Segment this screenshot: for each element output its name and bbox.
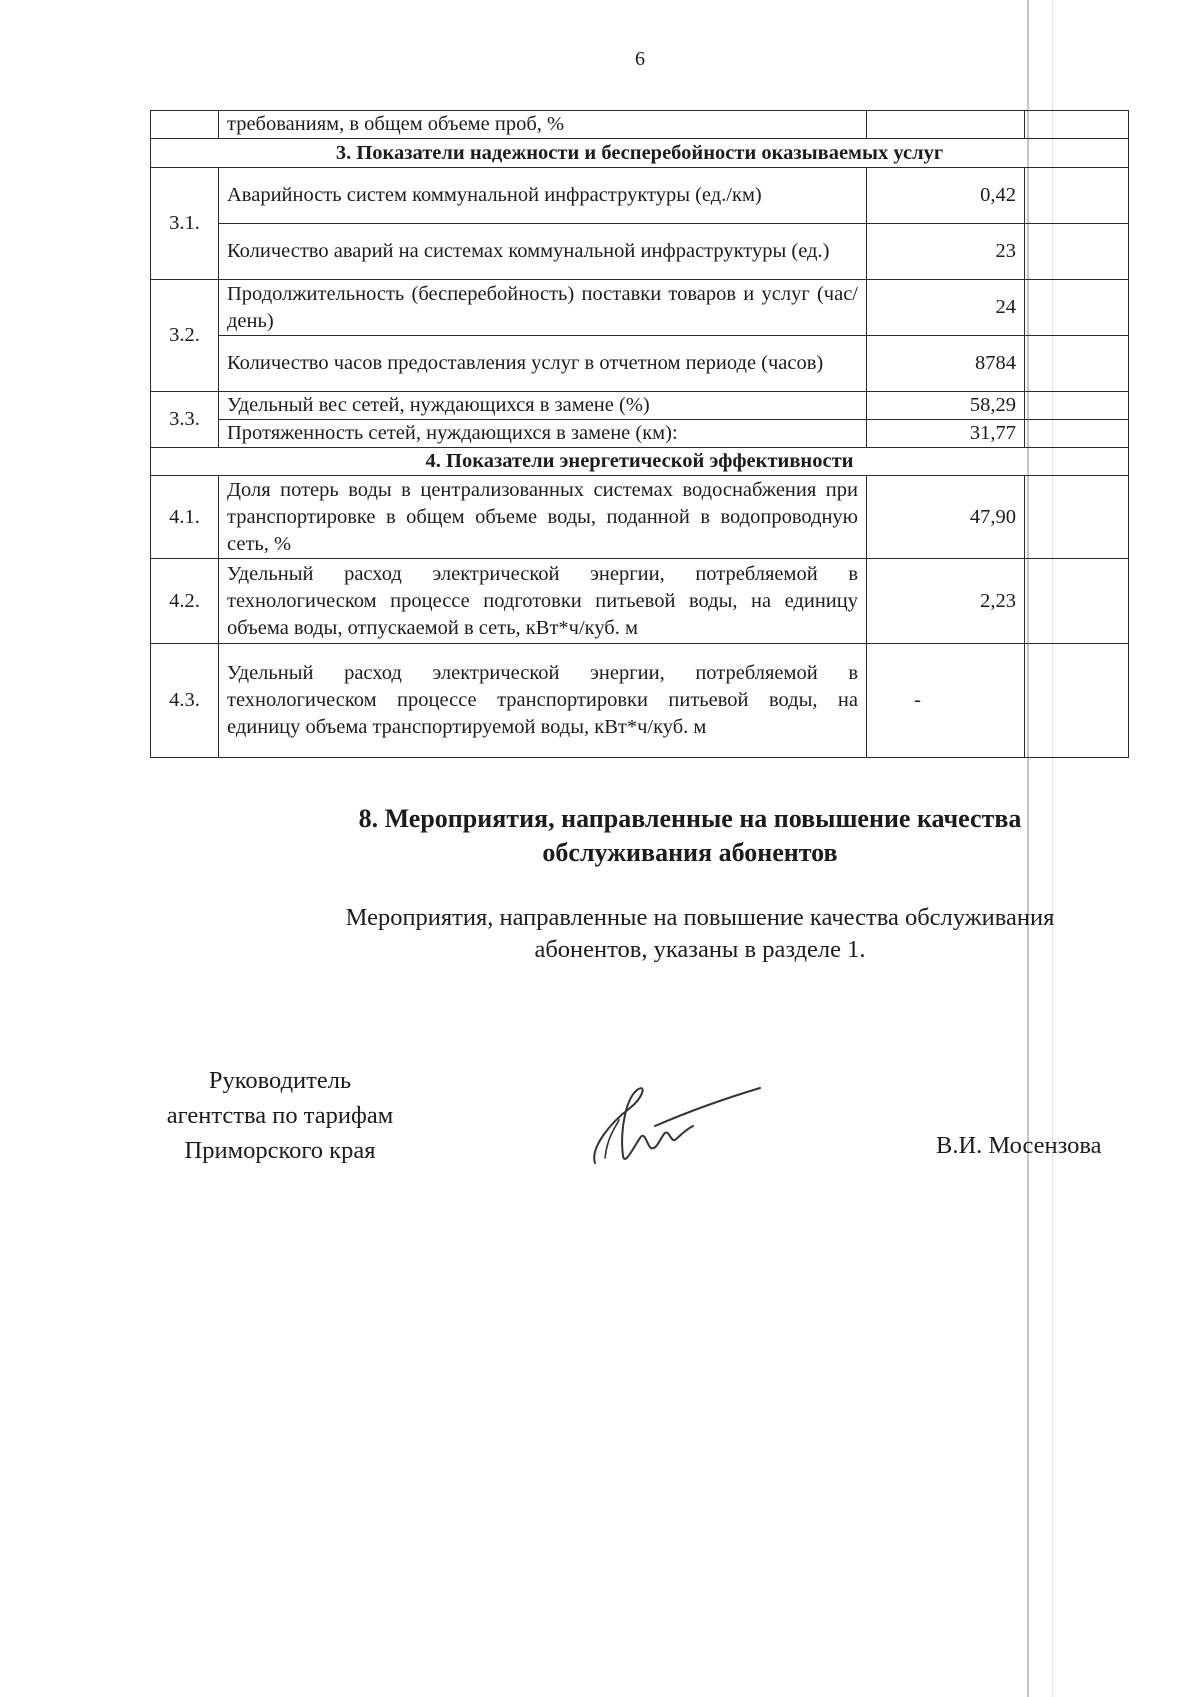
indicator-description: Аварийность систем коммунальной инфраструктуры (ед./км) (219, 168, 867, 224)
empty-cell (1025, 420, 1129, 448)
empty-cell (1025, 392, 1129, 420)
indicator-description: Доля потерь воды в централизованных системах водоснабжения при транспортировке в общем объеме воды, поданной в водопроводную сеть, % (219, 476, 867, 559)
section-8-heading (190, 802, 1190, 870)
table-row (151, 224, 1129, 280)
indicator-description: Протяженность сетей, нуждающихся в замене (км): (219, 420, 867, 448)
section-8-paragraph (200, 902, 1200, 966)
section-header-row (151, 139, 1129, 168)
section-header-row (151, 448, 1129, 476)
empty-cell (1025, 559, 1129, 644)
indicator-value: 23 (867, 224, 1025, 280)
indicator-description: Удельный вес сетей, нуждающихся в замене (%) (219, 392, 867, 420)
section-title: 4. Показатели энергетической эффективности (151, 448, 1129, 476)
table-row (151, 168, 1129, 224)
signatory-name: В.И. Мосензова (936, 1132, 1102, 1159)
position-line: агентства по тарифам (166, 1102, 394, 1129)
indicator-value: 31,77 (867, 420, 1025, 448)
position-line: Приморского края (184, 1137, 376, 1164)
indicator-value (867, 644, 1025, 758)
indicator-description: требованиям, в общем объеме проб, % (219, 111, 867, 139)
indicators-table (150, 110, 1129, 758)
signatory-position (135, 1063, 425, 1168)
table-row (151, 392, 1129, 420)
table-row (151, 559, 1129, 644)
indicator-value-text: - (914, 689, 921, 711)
indicator-value (867, 111, 1025, 139)
indicator-description: Количество аварий на системах коммунальной инфраструктуры (ед.) (219, 224, 867, 280)
section-8-heading-line: 8. Мероприятия, направленные на повышение качества (358, 804, 1022, 833)
position-line: Руководитель (208, 1067, 352, 1094)
indicator-description: Удельный расход электрической энергии, потребляемой в технологическом процессе подготовки питьевой воды, на единицу объема воды, отпускаемой в сеть, кВт*ч/куб. м (219, 559, 867, 644)
indicator-description: Удельный расход электрической энергии, потребляемой в технологическом процессе транспортировки питьевой воды, на единицу объема транспортируемой воды, кВт*ч/куб. м (219, 644, 867, 758)
indicator-value: 0,42 (867, 168, 1025, 224)
empty-cell (1025, 168, 1129, 224)
table-row (151, 420, 1129, 448)
empty-cell (1025, 111, 1129, 139)
empty-cell (1025, 280, 1129, 336)
indicator-value: 2,23 (867, 559, 1025, 644)
table-row (151, 280, 1129, 336)
empty-cell (1025, 336, 1129, 392)
indicator-value: 24 (867, 280, 1025, 336)
table-row (151, 336, 1129, 392)
page-number: 6 (635, 48, 645, 70)
empty-cell (1025, 644, 1129, 758)
handwritten-signature (585, 1078, 765, 1168)
empty-cell (1025, 224, 1129, 280)
indicator-value: 8784 (867, 336, 1025, 392)
table-row (151, 476, 1129, 559)
paragraph-line: абонентов, указаны в разделе 1. (534, 936, 866, 963)
row-number: 4.2. (151, 559, 219, 644)
row-number: 4.3. (151, 644, 219, 758)
row-number: 4.1. (151, 476, 219, 559)
indicator-value: 47,90 (867, 476, 1025, 559)
table-row (151, 111, 1129, 139)
row-number: 3.1. (151, 168, 219, 280)
paragraph-line: Мероприятия, направленные на повышение качества обслуживания (345, 904, 1055, 931)
indicator-value: 58,29 (867, 392, 1025, 420)
section-title: 3. Показатели надежности и бесперебойности оказываемых услуг (151, 139, 1129, 168)
row-number: 3.2. (151, 280, 219, 392)
indicator-description: Продолжительность (бесперебойность) поставки товаров и услуг (час/день) (219, 280, 867, 336)
row-number: 3.3. (151, 392, 219, 448)
empty-cell (1025, 476, 1129, 559)
row-number (151, 111, 219, 139)
section-8-heading-line: обслуживания абонентов (542, 838, 838, 867)
indicator-description: Количество часов предоставления услуг в отчетном периоде (часов) (219, 336, 867, 392)
table-row (151, 644, 1129, 758)
